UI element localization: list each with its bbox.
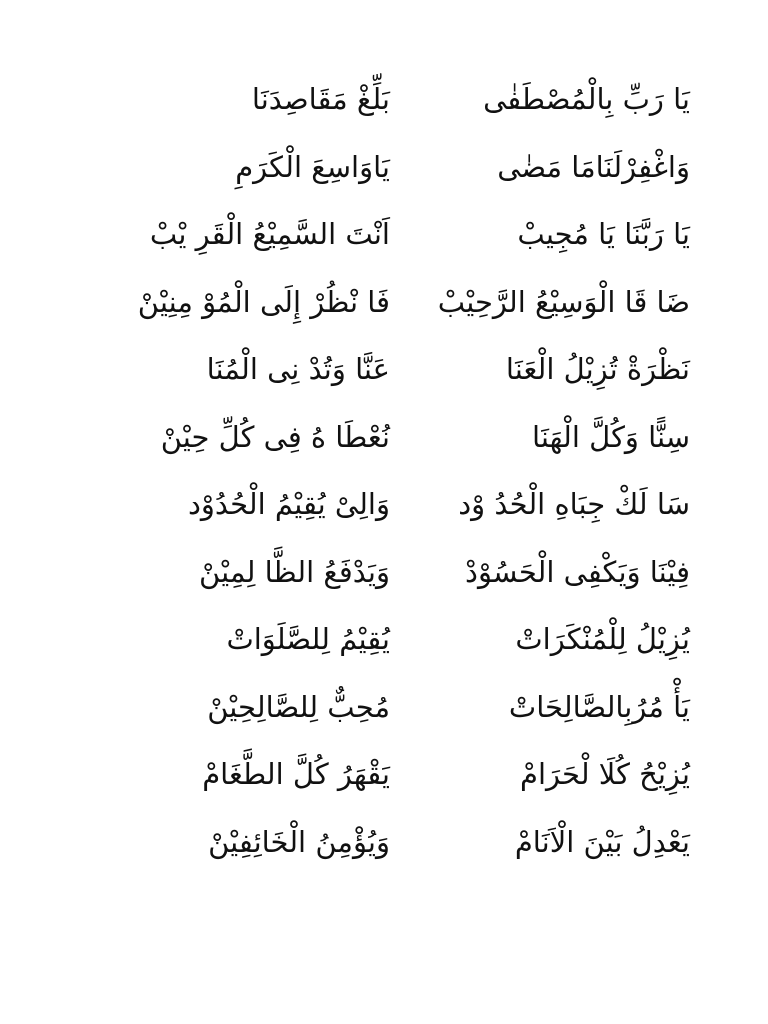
verse-1 [60, 74, 710, 142]
verse-11-second-hemistich: يَقْهَرُ كُلَّ الطَّغَامْ [202, 757, 390, 791]
verse-8 [60, 547, 710, 615]
verse-3-second-hemistich: اَنْتَ السَّمِيْعُ الْقَرِ يْبْ [149, 217, 390, 251]
verse-9 [60, 614, 710, 682]
verse-3 [60, 209, 710, 277]
verse-11-first-hemistich: يُزِيْحُ كُلَا لْحَرَامْ [520, 757, 690, 791]
verse-5-second-hemistich: عَنَّا وَتُدْ نِى الْمُنَا [206, 352, 390, 386]
verse-2-first-hemistich: وَاغْفِرْلَنَامَا مَضٰى [497, 149, 690, 184]
verse-11 [60, 749, 710, 817]
verse-9-second-hemistich: يُقِيْمُ لِلصَّلَوَاتْ [226, 622, 390, 656]
verse-7-first-hemistich: سَا لَكْ جِبَاهِ الْحُدُ وْد [458, 487, 690, 521]
verse-10-second-hemistich: مُحِبٌّ لِلصَّالِحِيْنْ [207, 689, 390, 724]
verse-3-first-hemistich: يَا رَبَّنَا يَا مُجِيبْ [517, 217, 690, 251]
verse-5 [60, 344, 710, 412]
verse-7-second-hemistich: وَالِىْ يُقِيْمُ الْحُدُوْد [187, 487, 390, 521]
verse-6 [60, 412, 710, 480]
verse-7 [60, 479, 710, 547]
verse-12-first-hemistich: يَعْدِلُ بَيْنَ الْاَنَامْ [514, 824, 690, 859]
verse-1-second-hemistich: بَلِّغْ مَقَاصِدَنَا [251, 82, 390, 116]
verse-1-first-hemistich: يَا رَبِّ بِالْمُصْطَفٰى [483, 82, 690, 116]
verse-8-first-hemistich: فِيْنَا وَيَكْفِى الْحَسُوْدْ [465, 554, 690, 589]
poem [60, 74, 710, 884]
verse-9-first-hemistich: يُزِيْلُ لِلْمُنْكَرَاتْ [515, 622, 690, 656]
verse-6-second-hemistich: نُعْطَا هُ فِى كُلِّ حِيْنْ [160, 419, 390, 454]
verse-12-second-hemistich: وَيُؤْمِنُ الْخَائِفِيْنْ [208, 824, 390, 859]
verse-4-first-hemistich: ضَا قَا الْوَسِيْعُ الرَّحِيْبْ [437, 284, 690, 319]
verse-6-first-hemistich: سِنًّا وَكُلَّ الْهَنَا [532, 419, 690, 454]
verse-10 [60, 682, 710, 750]
verse-8-second-hemistich: وَيَدْفَعُ الظَّا لِمِيْنْ [199, 554, 390, 589]
verse-4-second-hemistich: فَا نْظُرْ إِلَى الْمُوْ مِنِيْنْ [137, 284, 390, 319]
verse-12 [60, 817, 710, 885]
verse-4 [60, 277, 710, 345]
verse-2 [60, 142, 710, 210]
verse-10-first-hemistich: يَأْ مُرُبِالصَّالِحَاتْ [508, 689, 690, 724]
verse-2-second-hemistich: يَاوَاسِعَ الْكَرَمِ [235, 149, 390, 184]
verse-5-first-hemistich: نَظْرَةْ تُزِيْلُ الْعَنَا [505, 352, 690, 386]
